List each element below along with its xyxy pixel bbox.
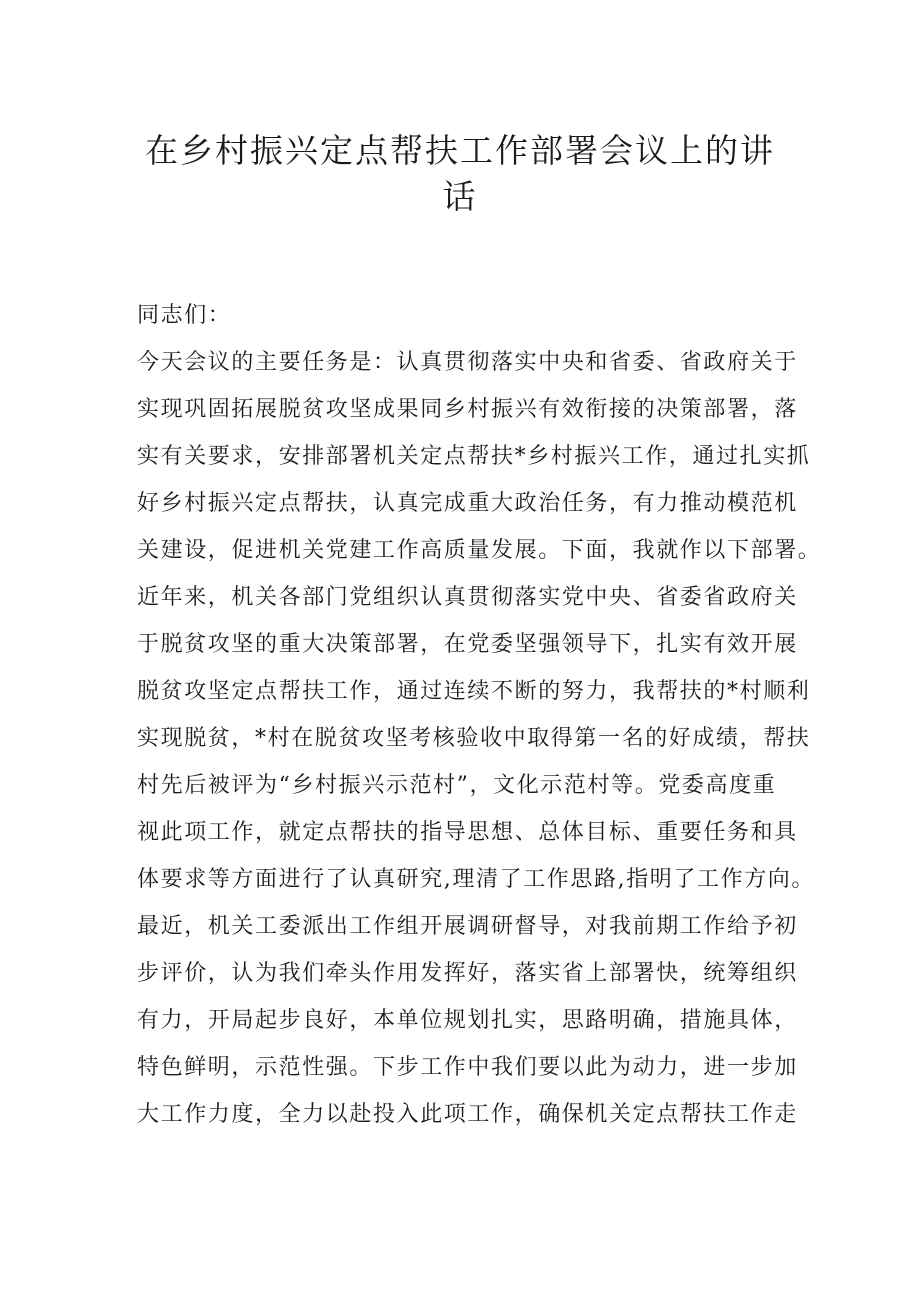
body-line: 实现巩固拓展脱贫攻坚成果同乡村振兴有效衔接的决策部署，落 [137, 397, 798, 422]
body-line: 步评价，认为我们牵头作用发挥好，落实省上部署快，统筹组织 [137, 961, 798, 986]
body-line: 视此项工作，就定点帮扶的指导思想、总体目标、重要任务和具 [137, 820, 798, 845]
title-line-2: 话 [442, 177, 478, 216]
body-line: 于脱贫攻坚的重大决策部署，在党委坚强领导下，扎实有效开展 [137, 632, 798, 657]
body-line: 今天会议的主要任务是：认真贯彻落实中央和省委、省政府关于 [137, 350, 798, 375]
body-line: 脱贫攻坚定点帮扶工作，通过连续不断的努力，我帮扶的*村顺利 [137, 679, 811, 704]
body-line: 体要求等方面进行了认真研究,理清了工作思路,指明了工作方向。 [137, 867, 815, 892]
salutation: 同志们： [137, 303, 232, 328]
body-line: 村先后被评为“乡村振兴示范村”，文化示范村等。党委高度重 [137, 773, 777, 798]
document-body [137, 292, 822, 1138]
body-line: 实现脱贫，*村在脱贫攻坚考核验收中取得第一名的好成绩，帮扶 [137, 726, 811, 751]
body-line: 最近，机关工委派出工作组开展调研督导，对我前期工作给予初 [137, 914, 798, 939]
body-line: 有力，开局起步良好，本单位规划扎实，思路明确，措施具体， [137, 1008, 798, 1033]
document-title [130, 128, 790, 220]
body-line: 关建设，促进机关党建工作高质量发展。下面，我就作以下部署。 [137, 538, 822, 563]
body-line: 特色鲜明，示范性强。下步工作中我们要以此为动力，进一步加 [137, 1055, 798, 1080]
body-line: 好乡村振兴定点帮扶，认真完成重大政治任务，有力推动模范机 [137, 491, 798, 516]
body-line: 近年来，机关各部门党组织认真贯彻落实党中央、省委省政府关 [137, 585, 798, 610]
body-line: 大工作力度，全力以赴投入此项工作，确保机关定点帮扶工作走 [137, 1102, 798, 1127]
title-line-1: 在乡村振兴定点帮扶工作部署会议上的讲 [145, 131, 775, 170]
body-line: 实有关要求，安排部署机关定点帮扶*乡村振兴工作，通过扎实抓 [137, 444, 811, 469]
